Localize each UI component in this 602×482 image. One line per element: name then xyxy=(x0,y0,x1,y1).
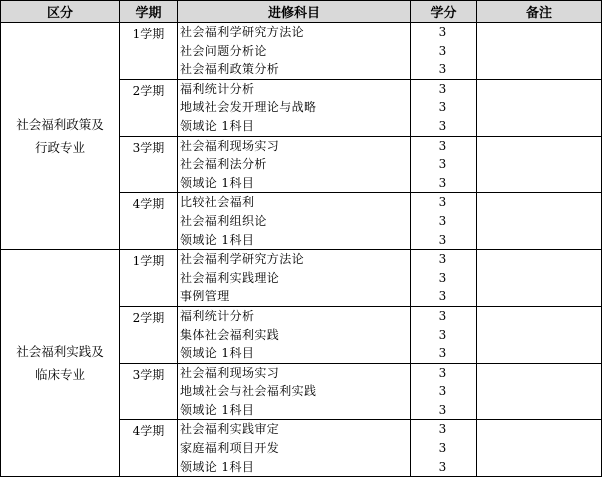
course-item: 集体社会福利实践 xyxy=(180,327,280,342)
course-item: 社会问题分析论 xyxy=(180,43,267,58)
credits-cell xyxy=(411,23,477,80)
course-item: 地域社会发开理论与战略 xyxy=(180,100,317,115)
division-cell xyxy=(1,250,120,477)
credit-value: 3 xyxy=(438,213,447,228)
division-label-line: 社会福利实践及 xyxy=(16,344,104,360)
semester-cell: 3学期 xyxy=(120,363,178,420)
courses-cell xyxy=(178,306,411,363)
course-item: 领域论 1科目 xyxy=(180,175,255,190)
header-row xyxy=(1,1,602,23)
course-item: 领域论 1科目 xyxy=(180,118,255,133)
course-item: 领域论 1科目 xyxy=(180,402,255,417)
course-item: 领域论 1科目 xyxy=(180,459,255,474)
credits-cell xyxy=(411,250,477,307)
course-item: 家庭福利项目开发 xyxy=(180,441,280,456)
course-item: 社会福利实践理论 xyxy=(180,270,280,285)
remarks-cell xyxy=(477,363,602,420)
semester-cell: 4学期 xyxy=(120,420,178,477)
course-item: 社会福利现场实习 xyxy=(180,365,280,380)
course-item: 社会福利学研究方法论 xyxy=(180,25,305,39)
credit-value: 3 xyxy=(438,459,447,474)
semester-cell: 4学期 xyxy=(120,193,178,250)
credit-value: 3 xyxy=(438,100,447,115)
courses-cell xyxy=(178,193,411,250)
division-label-line: 行政专业 xyxy=(34,140,85,156)
courses-cell xyxy=(178,23,411,80)
course-item: 社会福利学研究方法论 xyxy=(180,252,305,267)
course-item: 社会福利法分析 xyxy=(180,157,267,172)
semester-cell: 2学期 xyxy=(120,306,178,363)
course-item: 比较社会福利 xyxy=(180,195,255,210)
courses-cell xyxy=(178,363,411,420)
credits-cell xyxy=(411,420,477,477)
credit-value: 3 xyxy=(438,384,447,399)
credits-cell xyxy=(411,306,477,363)
credit-value: 3 xyxy=(438,62,447,77)
header-credits: 学分 xyxy=(411,1,477,23)
remarks-cell xyxy=(477,250,602,307)
course-item: 社会福利组织论 xyxy=(180,213,267,228)
semester-cell: 1学期 xyxy=(120,250,178,307)
remarks-cell xyxy=(477,306,602,363)
credits-cell xyxy=(411,363,477,420)
credits-cell xyxy=(411,193,477,250)
credit-value: 3 xyxy=(438,232,447,247)
credit-value: 3 xyxy=(438,422,447,437)
division-label-line: 临床专业 xyxy=(34,367,85,383)
credit-value: 3 xyxy=(438,195,447,210)
remarks-cell xyxy=(477,420,602,477)
credit-value: 3 xyxy=(438,138,447,153)
credit-value: 3 xyxy=(438,118,447,133)
credit-value: 3 xyxy=(438,81,447,96)
credit-value: 3 xyxy=(438,402,447,417)
remarks-cell xyxy=(477,193,602,250)
course-item: 地域社会与社会福利实践 xyxy=(180,384,317,399)
course-item: 福利统计分析 xyxy=(180,81,255,96)
credit-value: 3 xyxy=(438,327,447,342)
credit-value: 3 xyxy=(438,365,447,380)
course-item: 社会福利实践审定 xyxy=(180,422,280,437)
division-cell xyxy=(1,23,120,250)
credit-value: 3 xyxy=(438,270,447,285)
header-remarks: 备注 xyxy=(477,1,602,23)
courses-cell xyxy=(178,250,411,307)
division-label-line: 社会福利政策及 xyxy=(16,117,104,133)
credit-value: 3 xyxy=(438,289,447,304)
courses-cell xyxy=(178,79,411,136)
course-item: 领域论 1科目 xyxy=(180,232,255,247)
header-semester: 学期 xyxy=(120,1,178,23)
course-item: 事例管理 xyxy=(180,289,230,304)
course-item: 福利统计分析 xyxy=(180,308,255,323)
credit-value: 3 xyxy=(438,308,447,323)
table-row xyxy=(1,250,602,307)
credits-cell xyxy=(411,136,477,193)
semester-cell: 1学期 xyxy=(120,23,178,80)
course-item: 社会福利政策分析 xyxy=(180,62,280,77)
credits-cell xyxy=(411,79,477,136)
credit-value: 3 xyxy=(438,25,447,39)
remarks-cell xyxy=(477,23,602,80)
course-item: 领域论 1科目 xyxy=(180,346,255,361)
credit-value: 3 xyxy=(438,43,447,58)
credit-value: 3 xyxy=(438,157,447,172)
header-division: 区分 xyxy=(1,1,120,23)
credit-value: 3 xyxy=(438,346,447,361)
credit-value: 3 xyxy=(438,441,447,456)
courses-cell xyxy=(178,136,411,193)
semester-cell: 2学期 xyxy=(120,79,178,136)
semester-cell: 3学期 xyxy=(120,136,178,193)
credit-value: 3 xyxy=(438,175,447,190)
courses-cell xyxy=(178,420,411,477)
credit-value: 3 xyxy=(438,252,447,267)
remarks-cell xyxy=(477,79,602,136)
course-item: 社会福利现场实习 xyxy=(180,138,280,153)
table-row xyxy=(1,23,602,80)
header-courses: 进修科目 xyxy=(178,1,411,23)
remarks-cell xyxy=(477,136,602,193)
